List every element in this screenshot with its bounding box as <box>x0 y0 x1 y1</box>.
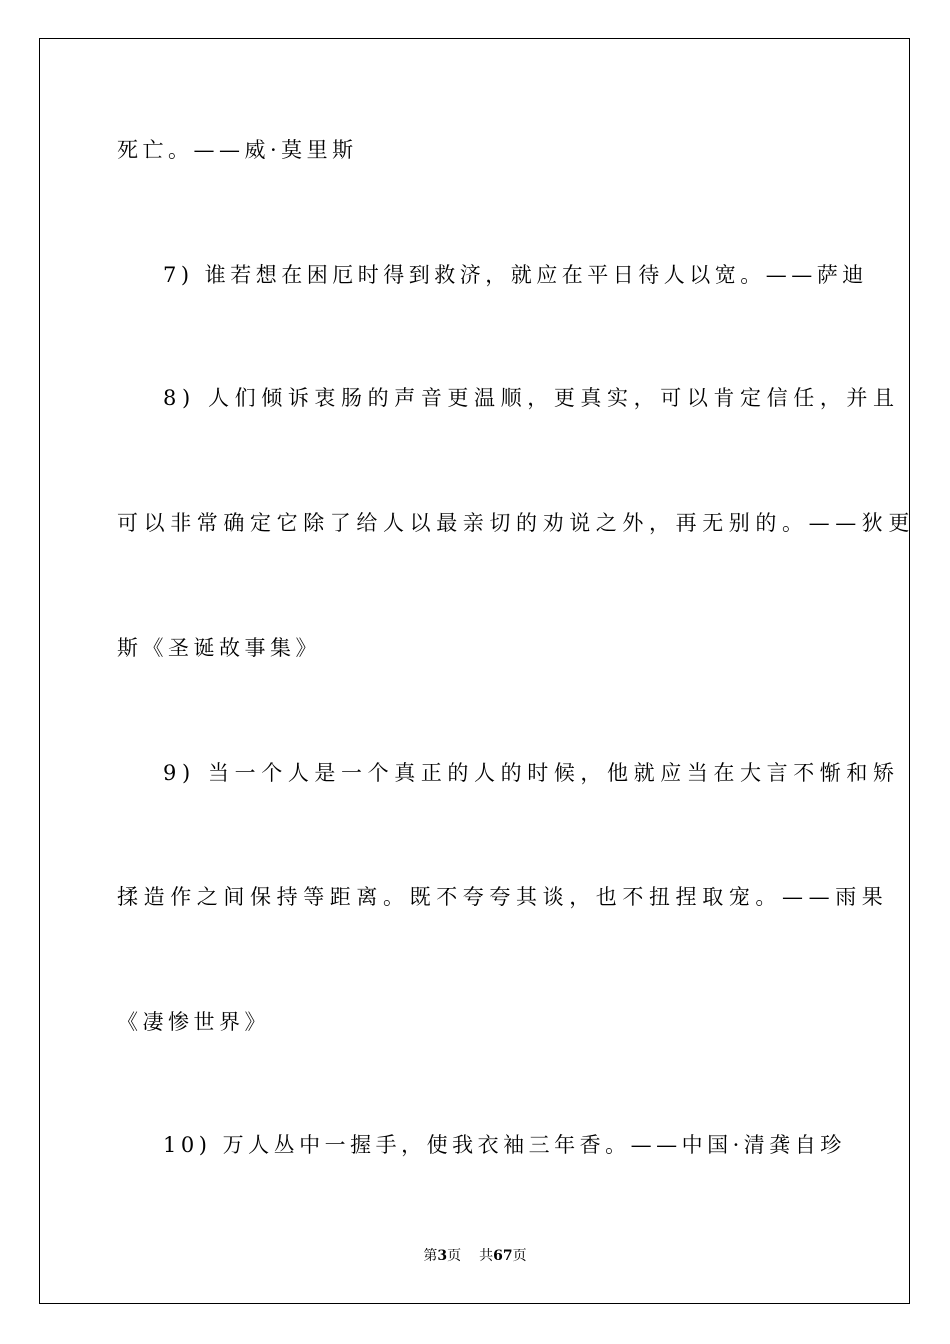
text-line-8: 《凄惨世界》 <box>117 1010 270 1034</box>
quote-8: 8) 人们倾诉衷肠的声音更温顺，更真实，可以肯定信任，并且 <box>163 386 900 410</box>
total-pages: 67 <box>493 1248 513 1264</box>
quote-10: 10) 万人丛中一握手，使我衣袖三年香。——中国·清龚自珍 <box>163 1133 846 1157</box>
text-line-4: 可以非常确定它除了给人以最亲切的劝说之外，再无别的。——狄更 <box>117 511 915 535</box>
total-prefix: 共 <box>479 1248 494 1264</box>
page-number: 3 <box>437 1248 448 1264</box>
page-footer <box>0 1246 950 1266</box>
text-line-7: 揉造作之间保持等距离。既不夸夸其谈，也不扭捏取宠。——雨果 <box>117 885 889 909</box>
page-prefix: 第 <box>423 1248 438 1264</box>
text-line-5: 斯《圣诞故事集》 <box>117 636 321 660</box>
text-line-1: 死亡。——威·莫里斯 <box>117 138 358 162</box>
quote-7: 7) 谁若想在困厄时得到救济，就应在平日待人以宽。——萨迪 <box>163 263 868 287</box>
page-suffix: 页 <box>447 1248 462 1264</box>
page-frame <box>39 38 915 1304</box>
quote-9: 9) 当一个人是一个真正的人的时候，他就应当在大言不惭和矫 <box>163 761 900 785</box>
total-suffix: 页 <box>512 1248 527 1264</box>
